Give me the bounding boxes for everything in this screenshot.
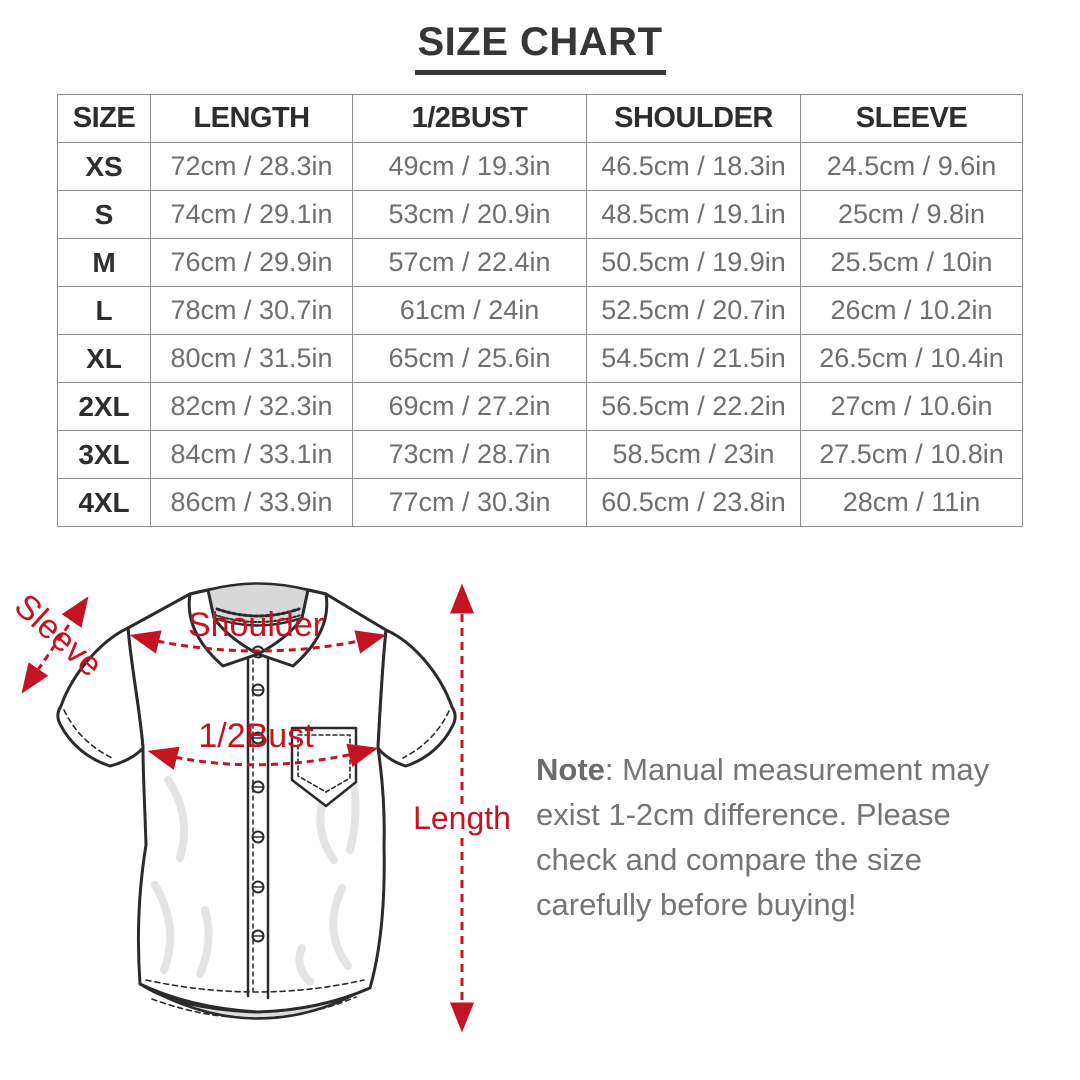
size-cell: L (58, 287, 151, 335)
halfbust-cell: 61cm / 24in (353, 287, 587, 335)
sleeve-label: Sleeve (7, 586, 110, 685)
length-cell: 82cm / 32.3in (151, 383, 353, 431)
table-row (58, 383, 1023, 431)
col-header-length: LENGTH (151, 95, 353, 143)
size-cell: 4XL (58, 479, 151, 527)
size-cell: 2XL (58, 383, 151, 431)
table-row (58, 479, 1023, 527)
col-header-halfbust: 1/2BUST (353, 95, 587, 143)
page-title: SIZE CHART (415, 20, 666, 75)
size-cell: XS (58, 143, 151, 191)
sleeve-cell: 26cm / 10.2in (801, 287, 1023, 335)
length-cell: 86cm / 33.9in (151, 479, 353, 527)
halfbust-cell: 77cm / 30.3in (353, 479, 587, 527)
table-row (58, 143, 1023, 191)
measurement-note (536, 747, 996, 927)
halfbust-cell: 49cm / 19.3in (353, 143, 587, 191)
sleeve-cell: 27cm / 10.6in (801, 383, 1023, 431)
size-table (57, 94, 1023, 527)
sleeve-cell: 26.5cm / 10.4in (801, 335, 1023, 383)
halfbust-cell: 69cm / 27.2in (353, 383, 587, 431)
shoulder-cell: 54.5cm / 21.5in (587, 335, 801, 383)
length-cell: 78cm / 30.7in (151, 287, 353, 335)
col-header-size: SIZE (58, 95, 151, 143)
size-cell: XL (58, 335, 151, 383)
shoulder-cell: 56.5cm / 22.2in (587, 383, 801, 431)
sleeve-cell: 25.5cm / 10in (801, 239, 1023, 287)
size-cell: M (58, 239, 151, 287)
sleeve-cell: 25cm / 9.8in (801, 191, 1023, 239)
table-row (58, 191, 1023, 239)
half-bust-label: 1/2Bust (198, 717, 314, 755)
note-text: : Manual measurement may exist 1-2cm difference. Please check and compare the size carefully before buying! (536, 752, 990, 922)
shoulder-cell: 50.5cm / 19.9in (587, 239, 801, 287)
halfbust-cell: 53cm / 20.9in (353, 191, 587, 239)
length-cell: 80cm / 31.5in (151, 335, 353, 383)
shoulder-cell: 48.5cm / 19.1in (587, 191, 801, 239)
length-cell: 84cm / 33.1in (151, 431, 353, 479)
halfbust-cell: 57cm / 22.4in (353, 239, 587, 287)
shoulder-cell: 52.5cm / 20.7in (587, 287, 801, 335)
shoulder-cell: 60.5cm / 23.8in (587, 479, 801, 527)
shirt-illustration (58, 584, 455, 1019)
right-sleeve (378, 630, 455, 766)
shoulder-cell: 46.5cm / 18.3in (587, 143, 801, 191)
halfbust-cell: 65cm / 25.6in (353, 335, 587, 383)
table-row (58, 431, 1023, 479)
length-cell: 74cm / 29.1in (151, 191, 353, 239)
sleeve-cell: 27.5cm / 10.8in (801, 431, 1023, 479)
table-row (58, 239, 1023, 287)
length-label: Length (413, 800, 511, 836)
length-cell: 76cm / 29.9in (151, 239, 353, 287)
size-cell: S (58, 191, 151, 239)
title-wrap (0, 20, 1080, 75)
sleeve-cell: 28cm / 11in (801, 479, 1023, 527)
shoulder-label: Shoulder (187, 606, 325, 644)
shoulder-cell: 58.5cm / 23in (587, 431, 801, 479)
length-cell: 72cm / 28.3in (151, 143, 353, 191)
halfbust-cell: 73cm / 28.7in (353, 431, 587, 479)
table-row (58, 335, 1023, 383)
col-header-shoulder: SHOULDER (587, 95, 801, 143)
table-row (58, 287, 1023, 335)
size-cell: 3XL (58, 431, 151, 479)
col-header-sleeve: SLEEVE (801, 95, 1023, 143)
sleeve-cell: 24.5cm / 9.6in (801, 143, 1023, 191)
shirt-measurement-diagram (0, 560, 540, 1080)
table-header-row (58, 95, 1023, 143)
note-label: Note (536, 752, 605, 787)
